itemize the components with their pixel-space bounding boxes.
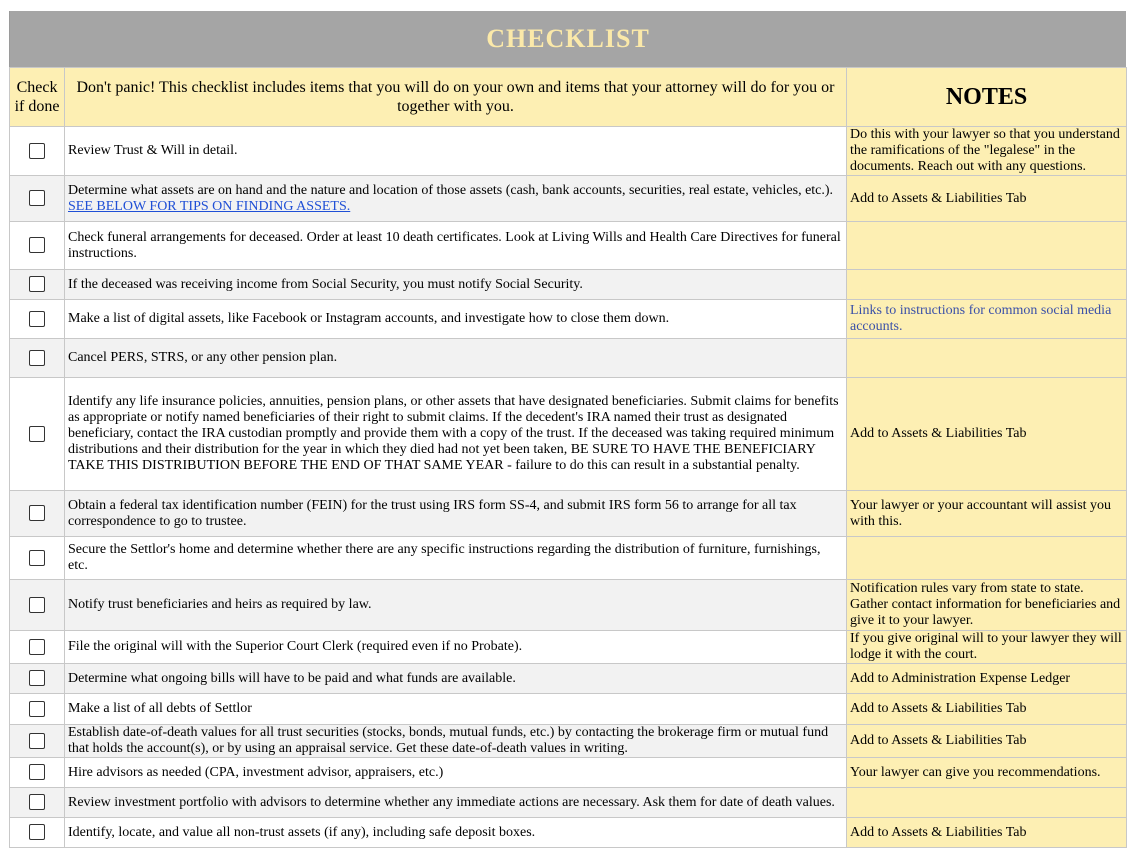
done-checkbox[interactable] xyxy=(29,311,45,327)
table-row xyxy=(10,758,1127,788)
table-row xyxy=(10,664,1127,694)
table-row xyxy=(10,300,1127,339)
task-note: Do this with your lawyer so that you understand the ramifications of the "legalese" in the documents. Reach out with any questions. xyxy=(847,127,1127,176)
checklist-table xyxy=(9,67,1127,848)
done-checkbox[interactable] xyxy=(29,670,45,686)
table-row xyxy=(10,222,1127,270)
checklist-sheet xyxy=(9,11,1126,848)
title-bar xyxy=(9,11,1126,67)
finding-assets-link[interactable]: SEE BELOW FOR TIPS ON FINDING ASSETS. xyxy=(68,198,351,214)
task-note xyxy=(847,222,1127,270)
table-row xyxy=(10,580,1127,631)
table-row xyxy=(10,491,1127,537)
done-checkbox[interactable] xyxy=(29,505,45,521)
done-checkbox[interactable] xyxy=(29,733,45,749)
task-text: Cancel PERS, STRS, or any other pension plan. xyxy=(65,339,847,378)
table-row xyxy=(10,818,1127,848)
check-if-done-header: Check if done xyxy=(10,68,65,127)
table-row xyxy=(10,537,1127,580)
done-checkbox[interactable] xyxy=(29,550,45,566)
task-text: Make a list of all debts of Settlor xyxy=(65,694,847,725)
task-note xyxy=(847,537,1127,580)
table-row xyxy=(10,378,1127,491)
done-checkbox[interactable] xyxy=(29,237,45,253)
task-note: Notification rules vary from state to state. Gather contact information for beneficiaries and give it to your lawyer. xyxy=(847,580,1127,631)
task-note: Your lawyer or your accountant will assist you with this. xyxy=(847,491,1127,537)
done-checkbox[interactable] xyxy=(29,597,45,613)
task-text: Hire advisors as needed (CPA, investment advisor, appraisers, etc.) xyxy=(65,758,847,788)
task-note: Add to Administration Expense Ledger xyxy=(847,664,1127,694)
notes-header: NOTES xyxy=(847,68,1127,127)
task-text: Determine what assets are on hand and the nature and location of those assets (cash, bank accounts, securities, real estate, vehicles, etc.). SEE BELOW FOR TIPS ON FINDING ASSETS. xyxy=(65,176,847,222)
task-note: Add to Assets & Liabilities Tab xyxy=(847,725,1127,758)
table-row xyxy=(10,788,1127,818)
done-checkbox[interactable] xyxy=(29,426,45,442)
description-header: Don't panic! This checklist includes items that you will do on your own and items that your attorney will do for you or together with you. xyxy=(65,68,847,127)
task-note xyxy=(847,788,1127,818)
task-text: Establish date-of-death values for all trust securities (stocks, bonds, mutual funds, etc.) by contacting the brokerage firm or mutual fund that holds the account(s), or by using an appraisal service. Get these date-of-death values in writing. xyxy=(65,725,847,758)
task-text: Determine what ongoing bills will have to be paid and what funds are available. xyxy=(65,664,847,694)
done-checkbox[interactable] xyxy=(29,190,45,206)
task-note xyxy=(847,270,1127,300)
task-note: Add to Assets & Liabilities Tab xyxy=(847,818,1127,848)
task-text: Identify any life insurance policies, annuities, pension plans, or other assets that have designated beneficiaries. Submit claims for benefits as appropriate or notify named beneficiaries of their right to submit claims. If the decedent's IRA named their trust as designated beneficiary, contact the IRA custodian promptly and provide them with a copy of the trust. If the deceased was taking required minimum distributions and their distribution for the year in which they died had not yet been taken, BE SURE TO HAVE THE BENEFICIARY TAKE THIS DISTRIBUTION BEFORE THE END OF THAT SAME YEAR - failure to do this can result in a substantial penalty. xyxy=(65,378,847,491)
task-text: Obtain a federal tax identification number (FEIN) for the trust using IRS form SS-4, and submit IRS form 56 to arrange for all tax correspondence to go to trustee. xyxy=(65,491,847,537)
table-row xyxy=(10,176,1127,222)
table-row xyxy=(10,127,1127,176)
task-text: Notify trust beneficiaries and heirs as required by law. xyxy=(65,580,847,631)
task-text: Check funeral arrangements for deceased. Order at least 10 death certificates. Look at Living Wills and Health Care Directives for funeral instructions. xyxy=(65,222,847,270)
task-text: Identify, locate, and value all non-trust assets (if any), including safe deposit boxes. xyxy=(65,818,847,848)
table-row xyxy=(10,725,1127,758)
done-checkbox[interactable] xyxy=(29,276,45,292)
table-row xyxy=(10,694,1127,725)
header-row xyxy=(10,68,1127,127)
done-checkbox[interactable] xyxy=(29,143,45,159)
task-text: Review investment portfolio with advisors to determine whether any immediate actions are necessary. Ask them for date of death values. xyxy=(65,788,847,818)
social-media-links-note[interactable]: Links to instructions for common social media accounts. xyxy=(847,300,1127,339)
done-checkbox[interactable] xyxy=(29,764,45,780)
task-text: Review Trust & Will in detail. xyxy=(65,127,847,176)
table-row xyxy=(10,339,1127,378)
task-note: Add to Assets & Liabilities Tab xyxy=(847,694,1127,725)
task-note: Add to Assets & Liabilities Tab xyxy=(847,176,1127,222)
task-text: File the original will with the Superior Court Clerk (required even if no Probate). xyxy=(65,631,847,664)
done-checkbox[interactable] xyxy=(29,824,45,840)
task-text: If the deceased was receiving income from Social Security, you must notify Social Security. xyxy=(65,270,847,300)
task-note xyxy=(847,339,1127,378)
task-note: If you give original will to your lawyer they will lodge it with the court. xyxy=(847,631,1127,664)
task-text: Secure the Settlor's home and determine whether there are any specific instructions regarding the distribution of furniture, furnishings, etc. xyxy=(65,537,847,580)
done-checkbox[interactable] xyxy=(29,794,45,810)
done-checkbox[interactable] xyxy=(29,350,45,366)
table-row xyxy=(10,270,1127,300)
task-text: Make a list of digital assets, like Facebook or Instagram accounts, and investigate how to close them down. xyxy=(65,300,847,339)
task-note: Your lawyer can give you recommendations. xyxy=(847,758,1127,788)
task-note: Add to Assets & Liabilities Tab xyxy=(847,378,1127,491)
page-title: CHECKLIST xyxy=(486,24,650,53)
table-row xyxy=(10,631,1127,664)
done-checkbox[interactable] xyxy=(29,639,45,655)
done-checkbox[interactable] xyxy=(29,701,45,717)
